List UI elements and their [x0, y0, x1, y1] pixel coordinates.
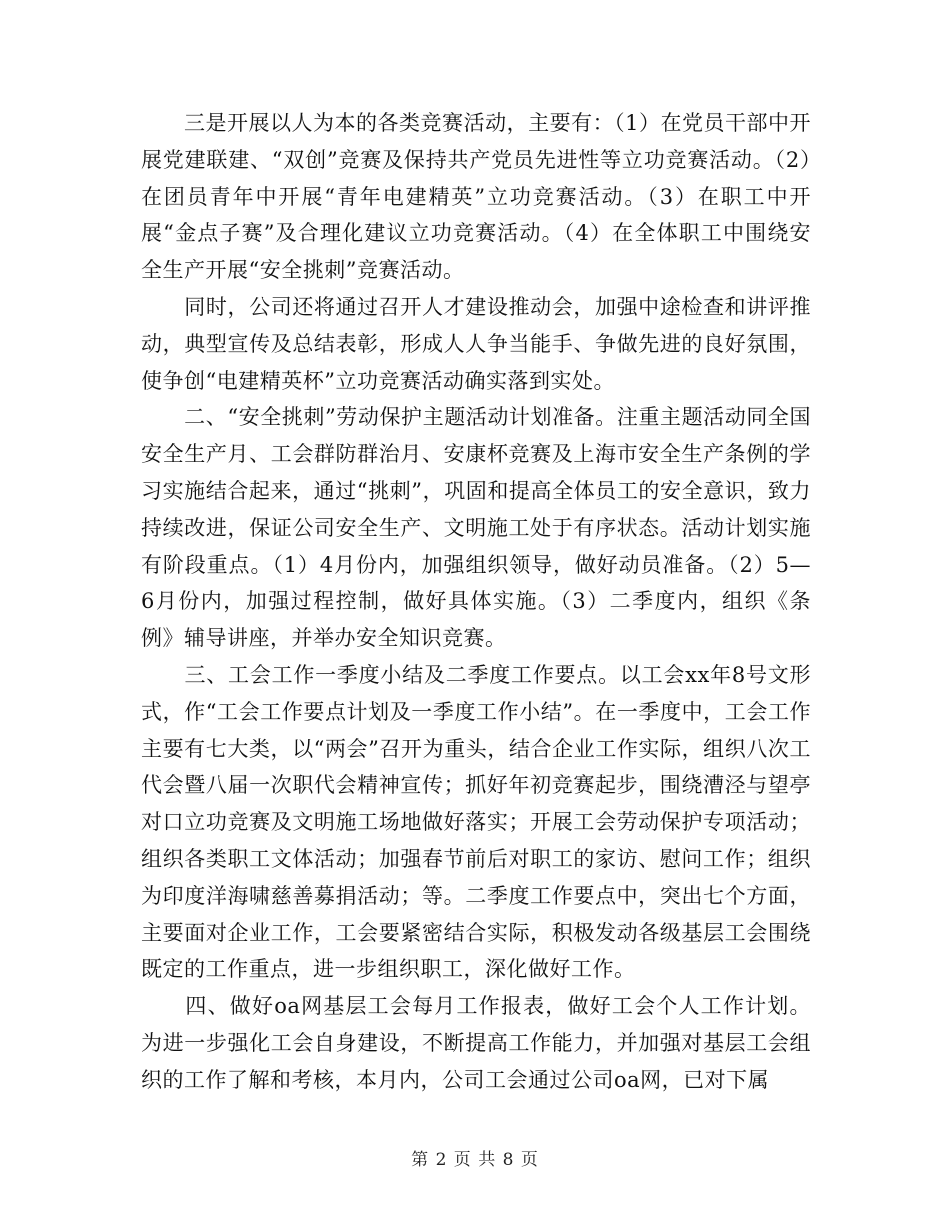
page-number-footer: 第 2 页 共 8 页 — [411, 1150, 539, 1170]
document-body — [141, 105, 811, 1099]
paragraph-oa-report: 四、做好oa网基层工会每月工作报表，做好工会个人工作计划。为进一步强化工会自身建设，不断提高工作能力，并加强对基层工会组织的工作了解和考核，本月内，公司工会通过公司oa网，已对下属 — [141, 994, 811, 1092]
paragraph-safety-activity: 二、“安全挑刺”劳动保护主题活动计划准备。注重主题活动同全国安全生产月、工会群防群治月、安康杯竞赛及上海市安全生产条例的学习实施结合起来，通过“挑刺”，巩固和提高全体员工的安全意识，致力持续改进，保证公司安全生产、文明施工处于有序状态。活动计划实施有阶段重点。（1）4月份内，加强组织领导，做好动员准备。（2）5—6月份内，加强过程控制，做好具体实施。（3）二季度内，组织《条例》辅导讲座，并举办安全知识竞赛。 — [141, 405, 811, 651]
paragraph-competitions: 三是开展以人为本的各类竞赛活动，主要有：（1）在党员干部中开展党建联建、“双创”竞赛及保持共产党员先进性等立功竞赛活动。（2）在团员青年中开展“青年电建精英”立功竞赛活动。（3）在职工中开展“金点子赛”及合理化建议立功竞赛活动。（4）在全体职工中围绕安全生产开展“安全挑刺”竞赛活动。 — [141, 111, 811, 283]
paragraph-meanwhile: 同时，公司还将通过召开人才建设推动会，加强中途检查和讲评推动，典型宣传及总结表彰，形成人人争当能手、争做先进的良好氛围，使争创“电建精英杯”立功竞赛活动确实落到实处。 — [141, 294, 811, 393]
paragraph-union-summary: 三、工会工作一季度小结及二季度工作要点。以工会xx年8号文形式，作“工会工作要点计划及一季度工作小结”。在一季度中，工会工作主要有七大类，以“两会”召开为重头，结合企业工作实际，组织八次工代会暨八届一次职代会精神宣传；抓好年初竞赛起步，围绕漕泾与望亭对口立功竞赛及文明施工场地做好落实；开展工会劳动保护专项活动；组织各类职工文体活动；加强春节前后对职工的家访、慰问工作；组织为印度洋海啸慈善募捐活动；等。二季度工作要点中，突出七个方面，主要面对企业工作，工会要紧密结合实际，积极发动各级基层工会围绕既定的工作重点，进一步组织职工，深化做好工作。 — [141, 662, 811, 982]
